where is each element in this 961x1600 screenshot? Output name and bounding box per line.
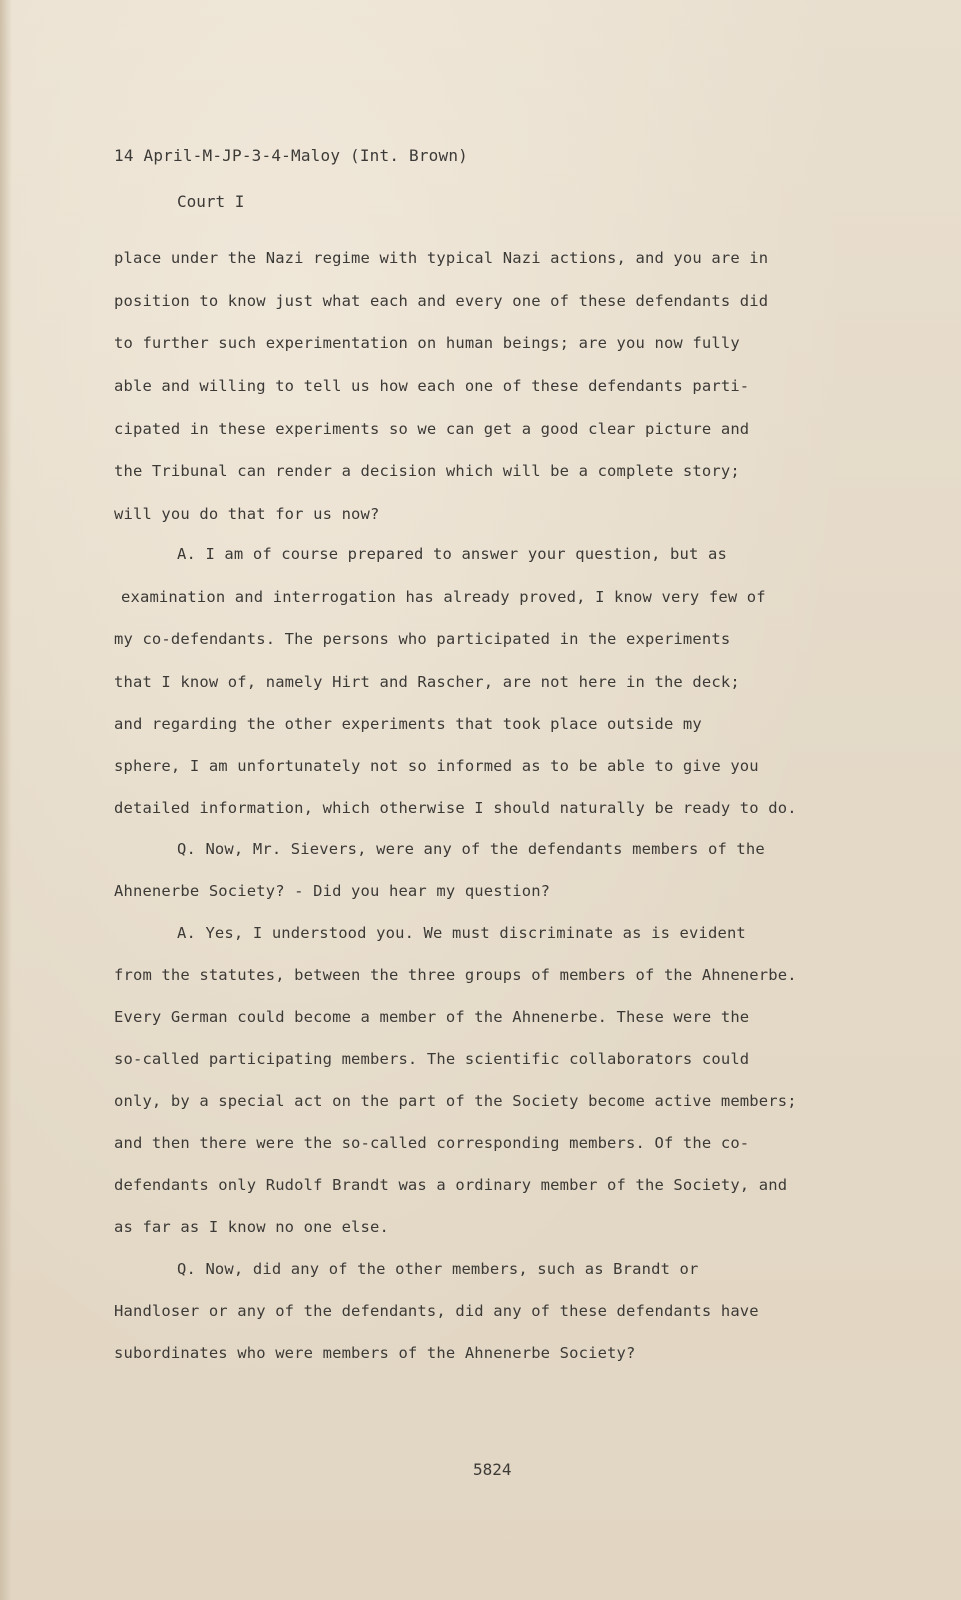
text-line: cipated in these experiments so we can get a good clear picture and	[114, 420, 750, 438]
text-line: as far as I know no one else.	[114, 1218, 389, 1236]
text-line: and regarding the other experiments that took place outside my	[114, 715, 702, 733]
text-line: that I know of, namely Hirt and Rascher, are not here in the deck;	[114, 673, 740, 691]
text-line: only, by a special act on the part of the Society become active members;	[114, 1092, 797, 1110]
question-line: Q. Now, did any of the other members, such as Brandt or	[177, 1260, 699, 1278]
text-line: sphere, I am unfortunately not so informed as to be able to give you	[114, 757, 759, 775]
text-line: and then there were the so-called corresponding members. Of the co-	[114, 1134, 750, 1152]
answer-line: A. I am of course prepared to answer your question, but as	[177, 545, 727, 563]
court-label: Court I	[177, 192, 245, 211]
text-line: from the statutes, between the three groups of members of the Ahnenerbe.	[114, 966, 797, 984]
text-line: will you do that for us now?	[114, 505, 380, 523]
page-number: 5824	[473, 1460, 512, 1479]
text-line: able and willing to tell us how each one of these defendants parti-	[114, 377, 750, 395]
text-line: to further such experimentation on human beings; are you now fully	[114, 334, 740, 352]
text-line: place under the Nazi regime with typical Nazi actions, and you are in	[114, 249, 769, 267]
text-line: Handloser or any of the defendants, did any of these defendants have	[114, 1302, 759, 1320]
text-line: examination and interrogation has already proved, I know very few of	[121, 588, 766, 606]
page-edge-shadow	[0, 0, 12, 1600]
question-line: Q. Now, Mr. Sievers, were any of the defendants members of the	[177, 840, 765, 858]
answer-line: A. Yes, I understood you. We must discriminate as is evident	[177, 924, 746, 942]
text-line: so-called participating members. The scientific collaborators could	[114, 1050, 750, 1068]
text-line: the Tribunal can render a decision which will be a complete story;	[114, 462, 740, 480]
text-line: subordinates who were members of the Ahnenerbe Society?	[114, 1344, 636, 1362]
text-line: my co-defendants. The persons who participated in the experiments	[114, 630, 731, 648]
text-line: Ahnenerbe Society? - Did you hear my question?	[114, 882, 551, 900]
text-line: position to know just what each and every one of these defendants did	[114, 292, 769, 310]
text-line: defendants only Rudolf Brandt was a ordinary member of the Society, and	[114, 1176, 788, 1194]
text-line: detailed information, which otherwise I should naturally be ready to do.	[114, 799, 797, 817]
document-reference-header: 14 April-M-JP-3-4-Maloy (Int. Brown)	[114, 146, 468, 165]
text-line: Every German could become a member of the Ahnenerbe. These were the	[114, 1008, 750, 1026]
